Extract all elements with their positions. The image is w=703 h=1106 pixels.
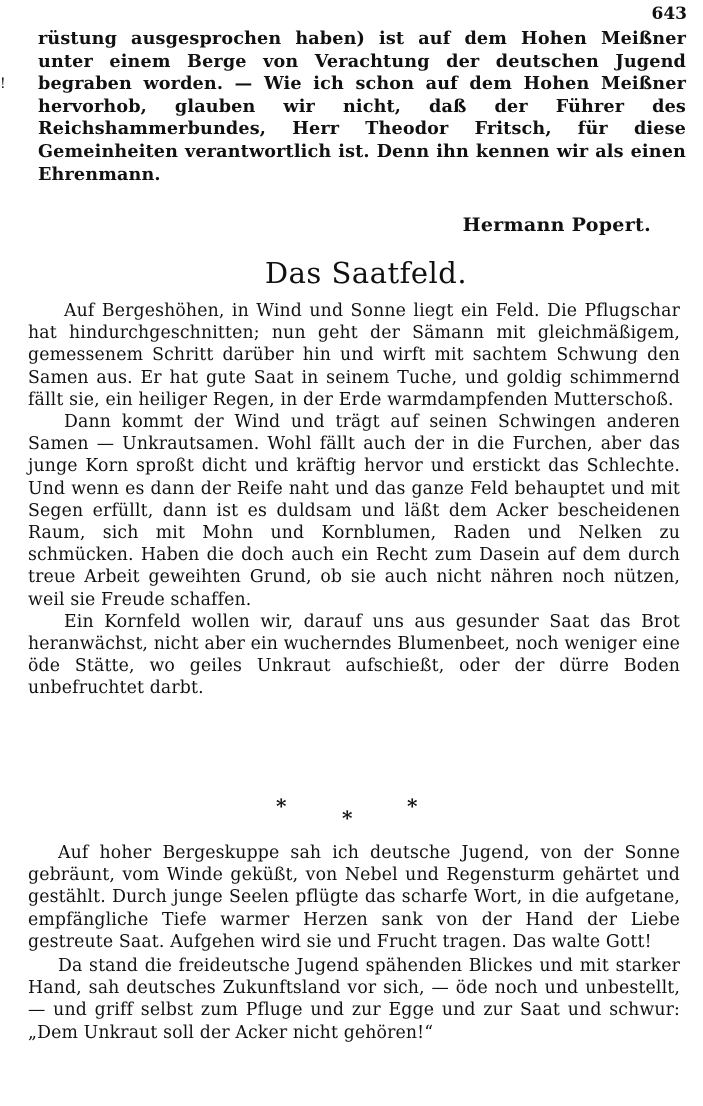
paragraph: Auf Bergeshöhen, in Wind und Sonne liegt ein Feld. Die Pflugschar hat hindurchgeschnitten; nun geht der Sämann mit gleichmäßigem, gemessenem Schritt darüber hin und wirft mit sachtem Schwung den Samen aus. Er hat gute Saat in seinem Tuche, und goldig schimmernd fällt sie, ein heiliger Regen, in der Erde warmdampfenden Mutterschoß. <box>28 301 680 410</box>
paragraph: Da stand die freideutsche Jugend spähenden Blickes und mit starker Hand, sah deutsches Zukunftsland vor sich, — öde noch und unbestellt, — und griff selbst zum Pfluge und zur Egge und zur Saat und schwur: „Dem Unkraut soll der Acker nicht gehören!“ <box>28 956 680 1043</box>
continuation-paragraph <box>38 28 686 186</box>
paragraph: Ein Kornfeld wollen wir, darauf uns aus gesunder Saat das Brot heranwächst, nicht aber ein wucherndes Blumenbeet, noch weniger eine öde Stätte, wo geiles Unkraut aufschießt, oder der dürre Boden unbefruchtet darbt. <box>28 611 680 699</box>
page-number: 643 <box>651 4 687 24</box>
paragraph: Auf hoher Bergeskuppe sah ich deutsche Jugend, von der Sonne gebräunt, vom Winde geküßt, von Nebel und Regensturm gehärtet und gestählt. Durch junge Seelen pflügte das scharfe Wort, in die aufgetane, empfängliche Tiefe warmer Herzen sank von der Hand der Liebe gestreute Saat. Aufgehen wird sie und Frucht tragen. Das walte Gott! <box>28 843 680 952</box>
section-separator <box>0 790 703 830</box>
separator-star: * <box>342 806 353 830</box>
margin-mark: ! <box>0 76 6 92</box>
separator-star: * <box>407 794 418 818</box>
separator-star: * <box>276 794 287 818</box>
continuation-text: rüstung ausgesprochen haben) ist auf dem Hohen Meißner unter einem Berge von Verachtung der deutschen Jugend begraben worden. — Wie ich schon auf dem Hohen Meißner hervorhob, glauben wir nicht, daß der Führer des Reichshammerbundes, Herr Theodor Fritsch, für diese Gemeinheiten verantwortlich ist. Denn ihn kennen wir als einen Ehrenmann. <box>38 28 686 185</box>
closing-section <box>28 842 680 1044</box>
article-body <box>28 300 680 700</box>
author-signature: Hermann Popert. <box>462 214 651 236</box>
section-title: Das Saatfeld. <box>264 256 468 290</box>
paragraph: Dann kommt der Wind und trägt auf seinen Schwingen anderen Samen — Unkrautsamen. Wohl fällt auch der in die Furchen, aber das junge Korn sproßt dicht und kräftig hervor und erstickt das Schlechte. Und wenn es dann der Reife naht und das ganze Feld behauptet und mit Segen erfüllt, dann ist es duldsam und läßt dem Acker bescheidenen Raum, sich mit Mohn und Kornblumen, Raden und Nelken zu schmücken. Haben die doch auch ein Recht zum Dasein auf dem durch treue Arbeit geweihten Grund, ob sie auch nicht nähren noch nützen, weil sie Freude schaffen. <box>28 412 680 610</box>
